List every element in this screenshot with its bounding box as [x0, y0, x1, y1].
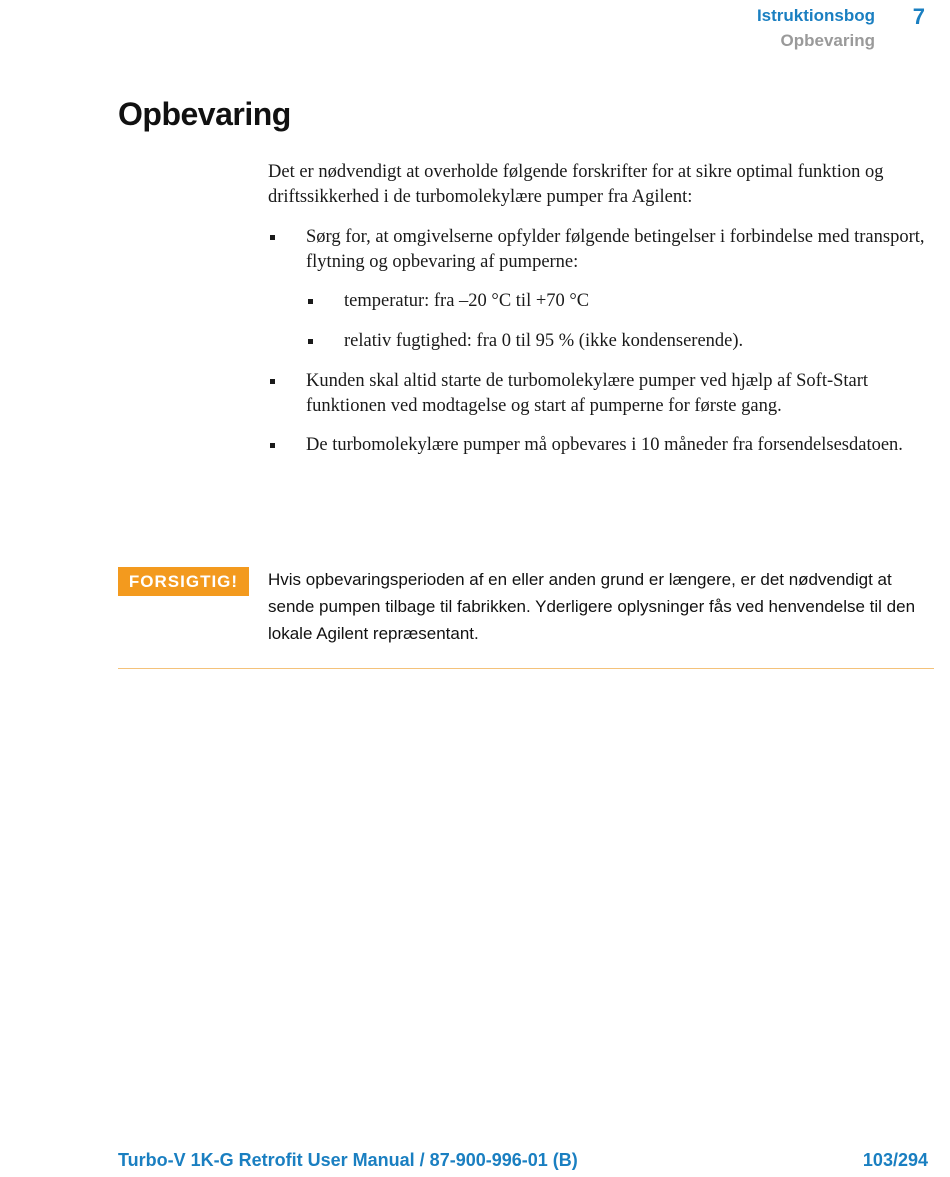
footer-page-number: 103/294 — [862, 1150, 928, 1170]
sub-list-item-text: relativ fugtighed: fra 0 til 95 % (ikke kondenserende). — [344, 331, 744, 351]
list-item — [268, 225, 938, 354]
caution-text: Hvis opbevaringsperioden af en eller anden grund er længere, er det nødvendigt at sende pumpen tilbage til fabrikken. Yderligere oplysninger fås ved henvendelse til den lokale Agilent repræsentant. — [268, 570, 916, 643]
header-section-title: Opbevaring — [780, 31, 875, 50]
list-item-text: Kunden skal altid starte de turbomolekylære pumper ved hjælp af Soft-Start funktionen ved modtagelse og start af pumperne for første gang. — [306, 371, 869, 416]
section-divider — [118, 668, 934, 669]
list-item — [268, 369, 938, 419]
bullet-list — [268, 225, 938, 458]
sub-bullet-list — [306, 289, 938, 354]
square-bullet-icon — [270, 235, 275, 240]
page-title: Opbevaring — [118, 96, 291, 132]
caution-label: FORSIGTIG! — [118, 567, 249, 596]
footer-manual-title: Turbo-V 1K-G Retrofit User Manual / 87-900-996-01 (B) — [118, 1150, 578, 1170]
square-bullet-icon — [308, 299, 313, 304]
list-item-text: Sørg for, at omgivelserne opfylder følgende betingelser i forbindelse med transport, flytning og opbevaring af pumperne: — [306, 227, 925, 272]
list-item — [268, 433, 938, 458]
list-item-text: De turbomolekylære pumper må opbevares i 10 måneder fra forsendelsesdatoen. — [306, 435, 903, 455]
square-bullet-icon — [270, 443, 275, 448]
header-chapter-title: Istruktionsbog — [756, 6, 875, 25]
square-bullet-icon — [308, 339, 313, 344]
header-chapter-number: 7 — [912, 4, 925, 29]
body-content — [268, 160, 938, 472]
sub-list-item-text: temperatur: fra –20 °C til +70 °C — [344, 291, 590, 311]
sub-list-item — [306, 289, 938, 314]
square-bullet-icon — [270, 379, 275, 384]
sub-list-item — [306, 329, 938, 354]
intro-paragraph: Det er nødvendigt at overholde følgende forskrifter for at sikre optimal funktion og driftssikkerhed i de turbomolekylære pumper fra Agilent: — [268, 162, 884, 207]
